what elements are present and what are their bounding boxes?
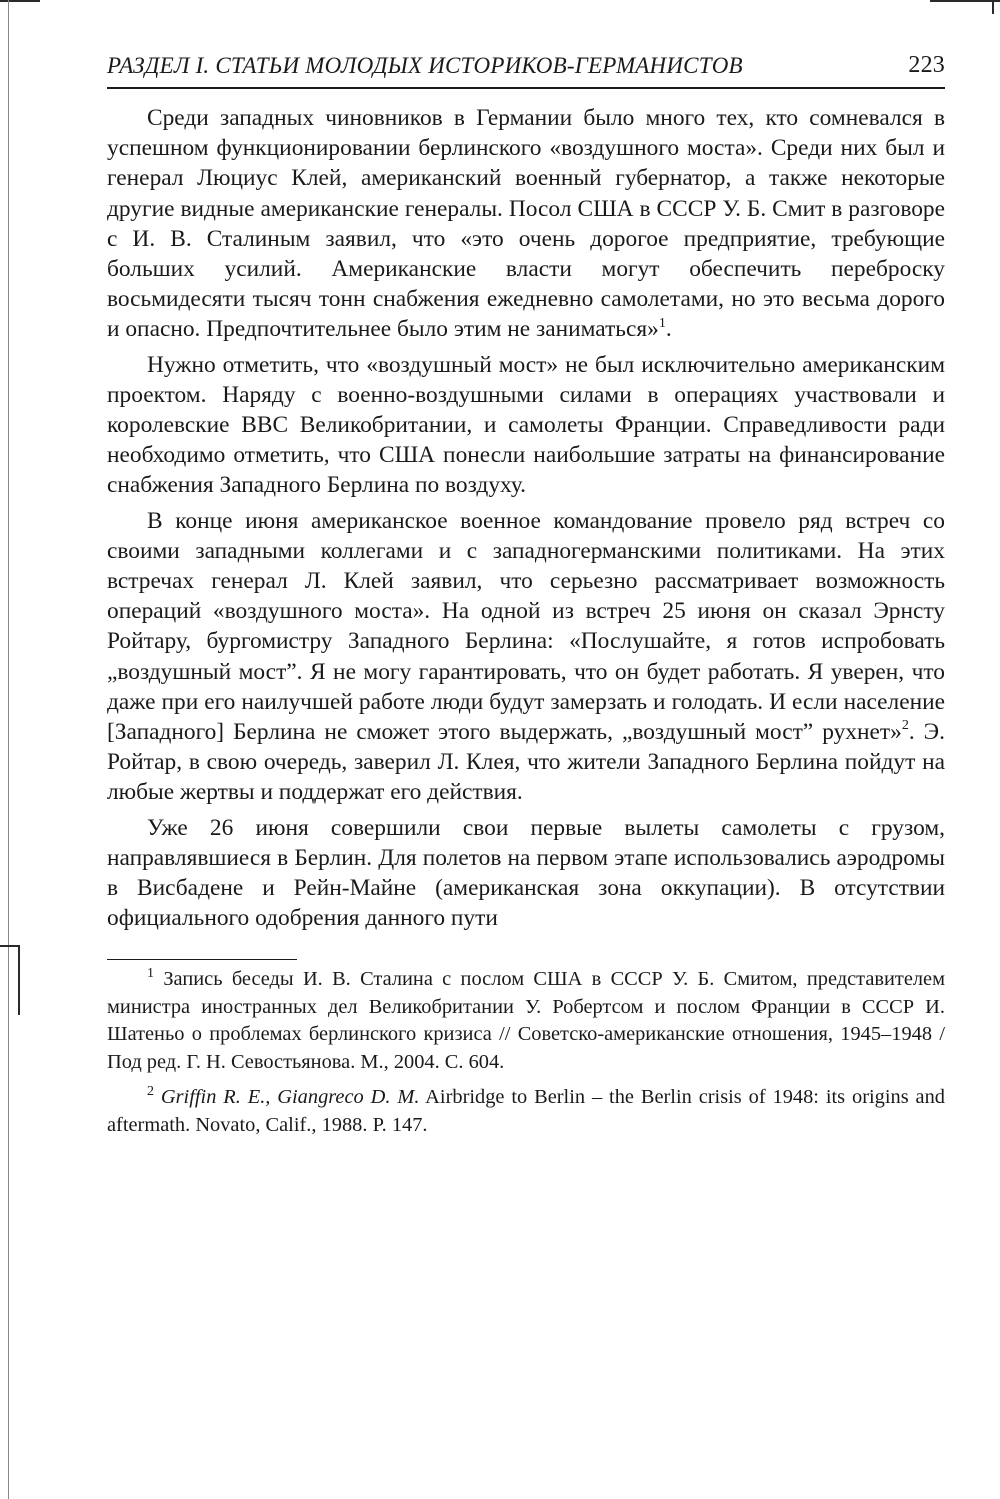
footnote — [107, 966, 945, 1076]
page-number: 223 — [908, 52, 945, 78]
section-title: РАЗДЕЛ I. СТАТЬИ МОЛОДЫХ ИСТОРИКОВ-ГЕРМАНИСТОВ — [107, 53, 743, 78]
scan-edge-top-right — [930, 0, 1000, 2]
footnote-ref[interactable]: 1 — [658, 315, 666, 331]
paragraph-text: Среди западных чиновников в Германии было много тех, кто сомневался в успешном функционировании берлинского «воздушного моста». Среди них был и генерал Люциус Клей, американский военный губернатор, а также некоторые другие видные американские генералы. Посол США в СССР У. Б. Смит в разговоре с И. В. Сталиным заявил, что «это очень дорогое предприятие, требующие больших усилий. Американские власти могут обеспечить переброску восьмидесяти тысяч тонн снабжения ежедневно самолетами, но это весьма дорого и опасно. Предпочтительнее было этим не заниматься» — [107, 105, 945, 343]
running-head — [107, 52, 945, 89]
footnote-text: Airbridge to Berlin – the Berlin crisis of 1948: its origins and aftermath. Novato, Calif., 1988. P. 147. — [107, 1086, 945, 1136]
footnote-text: Запись беседы И. В. Сталина с послом США в СССР У. Б. Смитом, представителем министра иностранных дел Великобритании У. Робертсом и послом Франции в СССР И. Шатеньо о проблемах берлинского кризиса // Советско-американские отношения, 1945–1948 / Под ред. Г. Н. Севостьянова. М., 2004. С. 604. — [107, 968, 945, 1073]
footnote-number: 1 — [147, 965, 154, 981]
paragraph-text: В конце июня американское военное командование провело ряд встреч со своими западными коллегами и с западногерманскими политиками. На этих встречах генерал Л. Клей заявил, что серьезно рассматривает возможность операций «воздушного моста». На одной из встреч 25 июня он сказал Эрнсту Ройтару, бургомистру Западного Берлина: «Послушайте, я готов испробовать „воздушный мост”. Я не могу гарантировать, что он будет работать. Я уверен, что даже при его наилучшей работе люди будут замерзать и голодать. И если население [Западного] Берлина не сможет этого выдержать, „воздушный мост” рухнет» — [107, 507, 945, 746]
footnote-number: 2 — [147, 1083, 154, 1099]
paragraph — [107, 103, 945, 345]
paragraph — [107, 350, 945, 501]
paragraph-tail: . — [665, 316, 672, 343]
footnote — [107, 1084, 945, 1139]
scan-mark — [0, 945, 20, 947]
paragraph-tail: . Э. Ройтар, в свою очередь, заверил Л. Клея, что жители Западного Берлина пойдут на любые жертвы и поддержат его действия. — [107, 719, 945, 806]
body-text — [107, 103, 945, 933]
footnote-ref[interactable]: 2 — [901, 718, 909, 734]
book-page — [107, 52, 945, 1147]
footnote-authors: Griffin R. E., Giangreco D. M. — [160, 1086, 420, 1109]
scan-edge-top-left — [0, 0, 40, 2]
footnotes — [107, 966, 945, 1139]
scan-mark-vertical — [18, 945, 20, 1015]
scan-edge-right — [992, 0, 994, 14]
footnote-divider — [107, 959, 297, 960]
paragraph-text: Уже 26 июня совершили свои первые вылеты самолеты с грузом, направлявшиеся в Берлин. Для полетов на первом этапе использовались аэродромы в Висбадене и Рейн-Майне (американская зона оккупации). В отсутствии официального одобрения данного пути — [107, 814, 945, 932]
scan-edge-left — [8, 0, 9, 1499]
paragraph — [107, 813, 945, 934]
paragraph-text: Нужно отметить, что «воздушный мост» не был исключительно американским проектом. Наряду с военно-воздушными силами в операциях участвовали и королевские ВВС Великобритании, и самолеты Франции. Справедливости ради необходимо отметить, что США понесли наибольшие затраты на финансирование снабжения Западного Берлина по воздуху. — [107, 351, 945, 499]
paragraph — [107, 506, 945, 808]
